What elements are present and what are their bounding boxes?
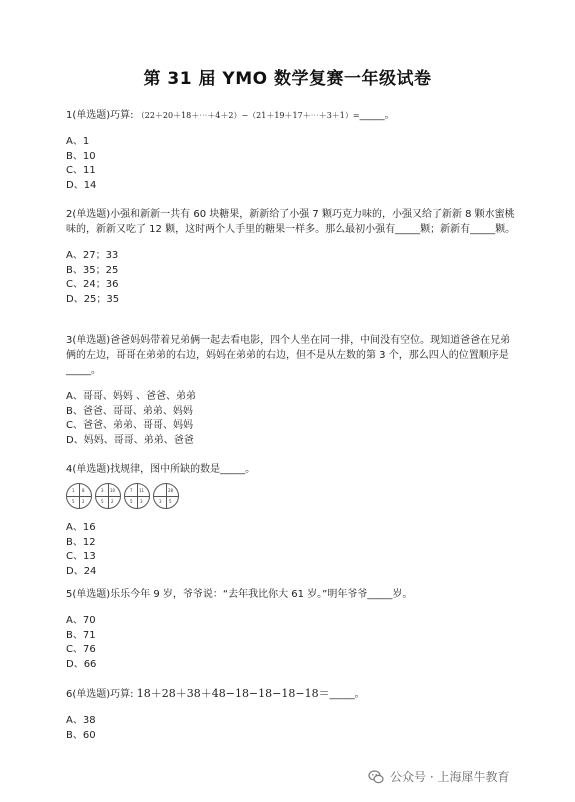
question-2 (66, 207, 518, 307)
question-6-options (66, 714, 518, 743)
question-1-prefix: 1(单选题)巧算: (66, 110, 134, 121)
circle-number: 5 (101, 499, 104, 504)
watermark (368, 768, 509, 785)
question-5-options (66, 614, 518, 672)
question-6-stem (66, 686, 518, 702)
option-c[interactable]: C、爸爸、弟弟、哥哥、妈妈 (66, 420, 193, 431)
circle-number: 3 (140, 499, 143, 504)
option-d[interactable]: D、24 (66, 565, 97, 577)
option-b[interactable]: B、12 (66, 536, 96, 548)
question-3-options (66, 390, 518, 448)
circle-number: 28 (168, 488, 174, 493)
option-d[interactable]: D、25；35 (66, 293, 120, 305)
question-2-options (66, 249, 518, 307)
option-a[interactable]: A、哥哥、妈妈 、爸爸、弟弟 (66, 391, 197, 402)
question-6-expression: 18＋28＋38＋48−18−18−18−18＝ (136, 687, 330, 700)
option-a[interactable]: A、1 (66, 136, 90, 147)
pattern-figure (66, 483, 518, 509)
circle-number: 3 (159, 499, 162, 504)
option-b[interactable]: B、71 (66, 629, 96, 641)
option-b[interactable]: B、10 (66, 150, 96, 162)
page-title: 第 31 届 YMO 数学复赛一年级试卷 (143, 69, 432, 89)
question-1-expression: （22＋20＋18＋⋯＋4＋2）−（21＋19＋17＋⋯＋3＋1）= (136, 111, 360, 120)
option-a[interactable]: A、38 (66, 715, 96, 726)
question-6 (66, 686, 518, 743)
circle-number: 3 (101, 488, 104, 493)
question-4 (66, 462, 518, 579)
option-c[interactable]: C、13 (66, 551, 96, 562)
question-5 (66, 587, 518, 672)
circle-number: 2 (82, 499, 85, 504)
option-c[interactable]: C、24；36 (66, 279, 119, 290)
question-3-stem: 3(单选题)爸爸妈妈带着兄弟俩一起去看电影，四个人坐在同一排，中间没有空位。现知道爸爸在兄弟俩的左边，哥哥在弟弟的右边，妈妈在弟弟的右边，但不是从左数的第 3 个，那么四人的位置顺序是_____。 (66, 335, 511, 376)
question-1 (66, 108, 518, 193)
question-4-options (66, 521, 518, 579)
option-b[interactable]: B、60 (66, 729, 96, 741)
option-d[interactable]: D、妈妈、哥哥、弟弟、爸爸 (66, 434, 194, 446)
circle-number: 11 (139, 488, 145, 493)
option-a[interactable]: A、16 (66, 522, 96, 533)
option-a[interactable]: A、27；33 (66, 250, 119, 261)
pattern-circle (124, 483, 150, 509)
circle-number: 5 (72, 499, 75, 504)
question-6-suffix: _____。 (329, 689, 365, 700)
circle-number: 7 (130, 488, 133, 493)
circle-number: 8 (82, 488, 85, 493)
circle-number: 5 (130, 499, 133, 504)
option-c[interactable]: C、76 (66, 644, 96, 655)
watermark-text: 公众号 · 上海犀牛教育 (390, 770, 510, 784)
option-b[interactable]: B、35；25 (66, 264, 119, 276)
pattern-circle (95, 483, 121, 509)
circle-number: 10 (110, 488, 116, 493)
circle-number: 2 (111, 499, 114, 504)
question-1-suffix: _____。 (359, 110, 395, 121)
question-4-stem: 4(单选题)找规律，图中所缺的数是_____。 (66, 464, 256, 475)
question-1-options (66, 135, 518, 193)
circle-number: 5 (169, 499, 172, 504)
option-b[interactable]: B、爸爸、哥哥、弟弟、妈妈 (66, 405, 193, 417)
wechat-icon (368, 769, 384, 785)
pattern-circle (66, 483, 92, 509)
question-3 (66, 333, 518, 448)
option-d[interactable]: D、14 (66, 179, 97, 191)
pattern-circle (153, 483, 179, 509)
option-d[interactable]: D、66 (66, 658, 97, 670)
question-5-stem: 5(单选题)乐乐今年 9 岁，爷爷说：“去年我比你大 61 岁。”明年爷爷_____岁。 (66, 589, 413, 600)
option-c[interactable]: C、11 (66, 165, 96, 176)
question-6-prefix: 6(单选题)巧算: (66, 689, 134, 700)
question-1-stem (66, 108, 518, 123)
question-2-stem: 2(单选题)小强和新新一共有 60 块糖果，新新给了小强 7 颗巧克力味的，小强又给了新新 8 颗水蜜桃味的，新新又吃了 12 颗，这时两个人手里的糖果一样多。那么最初小强有_____颗；新新有_____颗。 (66, 209, 516, 235)
circle-number: 1 (72, 488, 75, 493)
option-a[interactable]: A、70 (66, 615, 96, 626)
